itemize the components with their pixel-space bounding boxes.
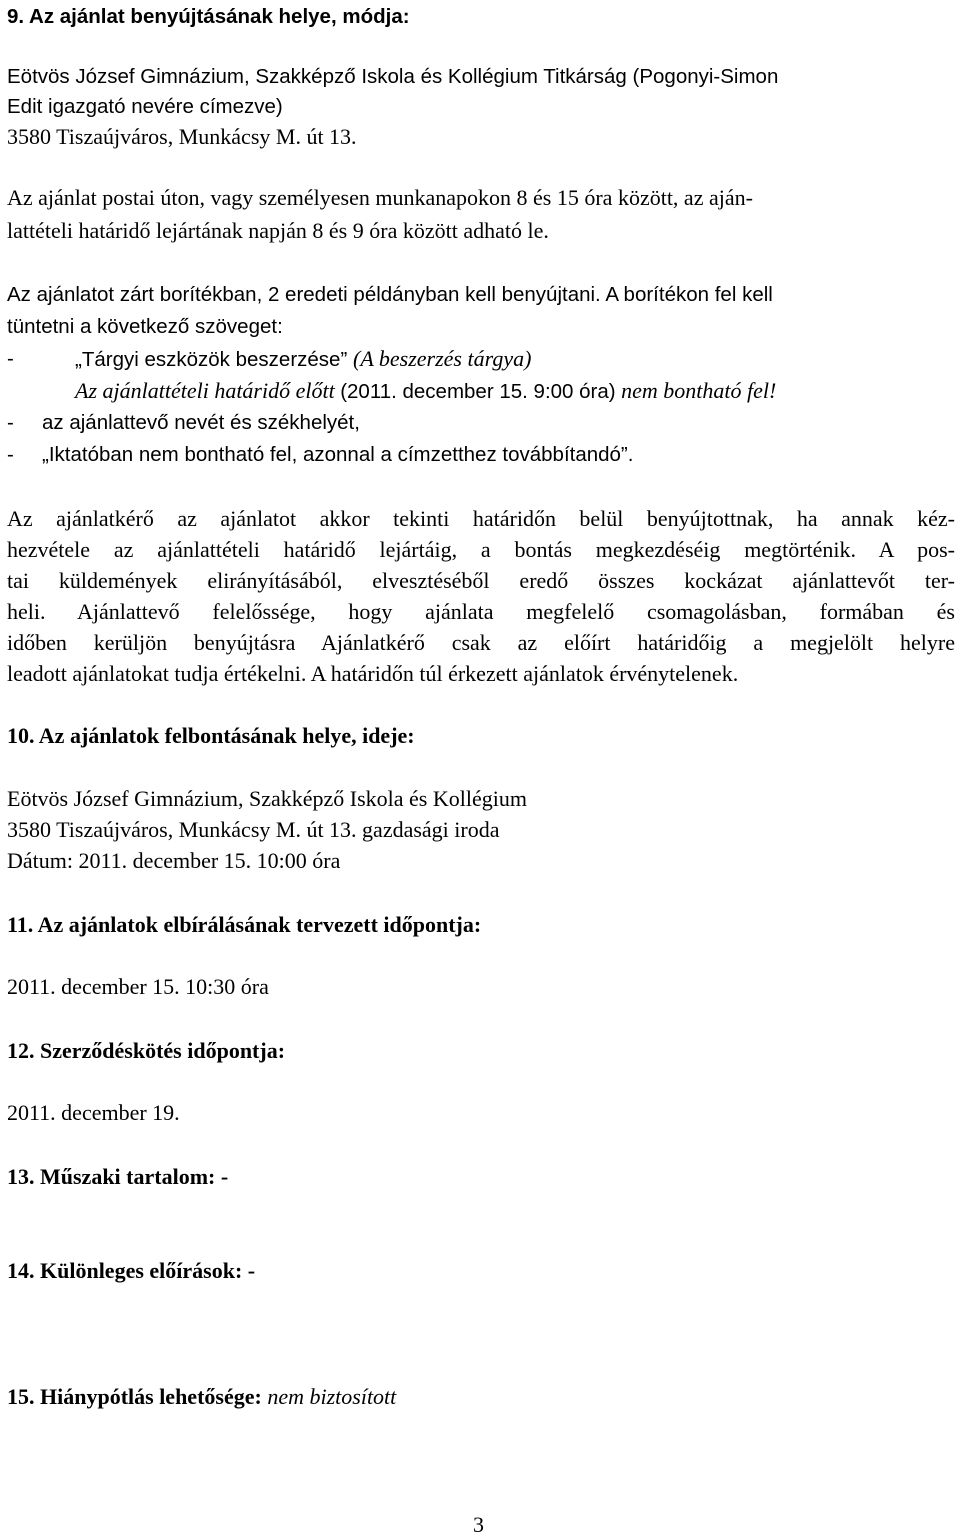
s10-line-1: Eötvös József Gimnázium, Szakképző Iskola és Kollégium: [7, 786, 527, 811]
bullet-1-quote: „Tárgyi eszközök beszerzése”: [75, 348, 348, 371]
bullet-3: „Iktatóban nem bontható fel, azonnal a címzetthez továbbítandó”.: [42, 443, 634, 466]
s11-value: 2011. december 15. 10:30 óra: [7, 974, 269, 999]
s9-postal-line-2: lattételi határidő lejártának napján 8 és 9 óra között adható le.: [7, 218, 549, 243]
section-11-heading: 11. Az ajánlatok elbírálásának tervezett időpontja:: [7, 912, 482, 937]
bullet-dash: -: [7, 347, 14, 370]
bullet-1b-italic-1: Az ajánlattételi határidő előtt: [75, 378, 335, 403]
s10-line-3: Dátum: 2011. december 15. 10:00 óra: [7, 848, 341, 873]
s9-address-line-1: Eötvös József Gimnázium, Szakképző Iskola és Kollégium Titkárság (Pogonyi-Simon: [7, 65, 779, 88]
section-9-heading: 9. Az ajánlat benyújtásának helye, módja:: [7, 5, 410, 28]
bullet-1b-italic-2: nem bontható fel!: [621, 378, 777, 403]
s9-para-line-2: hezvétele az ajánlattételi határidő lejártáig, a bontás megkezdéséig megtörténik. A pos-: [7, 537, 955, 562]
page-number: 3: [473, 1512, 484, 1537]
bullet-1: [75, 344, 531, 375]
section-12-heading: 12. Szerződéskötés időpontja:: [7, 1038, 286, 1063]
section-15-line: [7, 1382, 396, 1412]
section-14-heading: 14. Különleges előírások: -: [7, 1258, 256, 1283]
section-13-heading: 13. Műszaki tartalom: -: [7, 1164, 229, 1189]
s9-address-line-2: Edit igazgató nevére címezve): [7, 95, 283, 118]
s9-envelope-sentence-2: A borítékon fel kell: [600, 283, 773, 306]
s10-line-2: 3580 Tiszaújváros, Munkácsy M. út 13. gazdasági iroda: [7, 817, 500, 842]
s9-postal-line-1: Az ajánlat postai úton, vagy személyesen munkanapokon 8 és 15 óra között, az aján-: [7, 185, 753, 210]
s9-para-line-6: leadott ajánlatokat tudja értékelni. A határidőn túl érkezett ajánlatok érvénytelenek.: [7, 661, 739, 686]
s9-address-line-3: 3580 Tiszaújváros, Munkácsy M. út 13.: [7, 124, 357, 149]
bullet-1b-plain: (2011. december 15. 9:00 óra): [340, 380, 616, 403]
s9-envelope-line-1: [7, 280, 773, 310]
section-15-value: nem biztosított: [267, 1384, 397, 1409]
s9-para-line-1: Az ajánlatkérő az ajánlatot akkor tekinti határidőn belül benyújtottnak, ha annak kéz-: [7, 506, 955, 531]
section-15-heading: 15. Hiánypótlás lehetősége:: [7, 1384, 262, 1409]
s9-para-line-5: időben kerüljön benyújtásra Ajánlatkérő csak az előírt határidőig a megjelölt helyre: [7, 630, 955, 655]
bullet-dash: -: [7, 411, 14, 434]
bullet-2: az ajánlattevő nevét és székhelyét,: [42, 411, 360, 434]
s9-para-line-4: heli. Ajánlattevő felelőssége, hogy ajánlata megfelelő csomagolásban, formában és: [7, 599, 955, 624]
bullet-dash: -: [7, 443, 14, 466]
s9-envelope-line-2: tüntetni a következő szöveget:: [7, 315, 283, 338]
section-10-heading: 10. Az ajánlatok felbontásának helye, ideje:: [7, 723, 415, 748]
bullet-1-italic: (A beszerzés tárgya): [353, 346, 532, 371]
s12-value: 2011. december 19.: [7, 1100, 180, 1125]
s9-para-line-3: tai küldemények elirányításából, elvesztéséből eredő összes kockázat ajánlattevőt ter-: [7, 568, 955, 593]
s9-envelope-sentence: Az ajánlatot zárt borítékban, 2 eredeti példányban kell benyújtani.: [7, 283, 601, 306]
bullet-1-continued: [75, 376, 776, 407]
